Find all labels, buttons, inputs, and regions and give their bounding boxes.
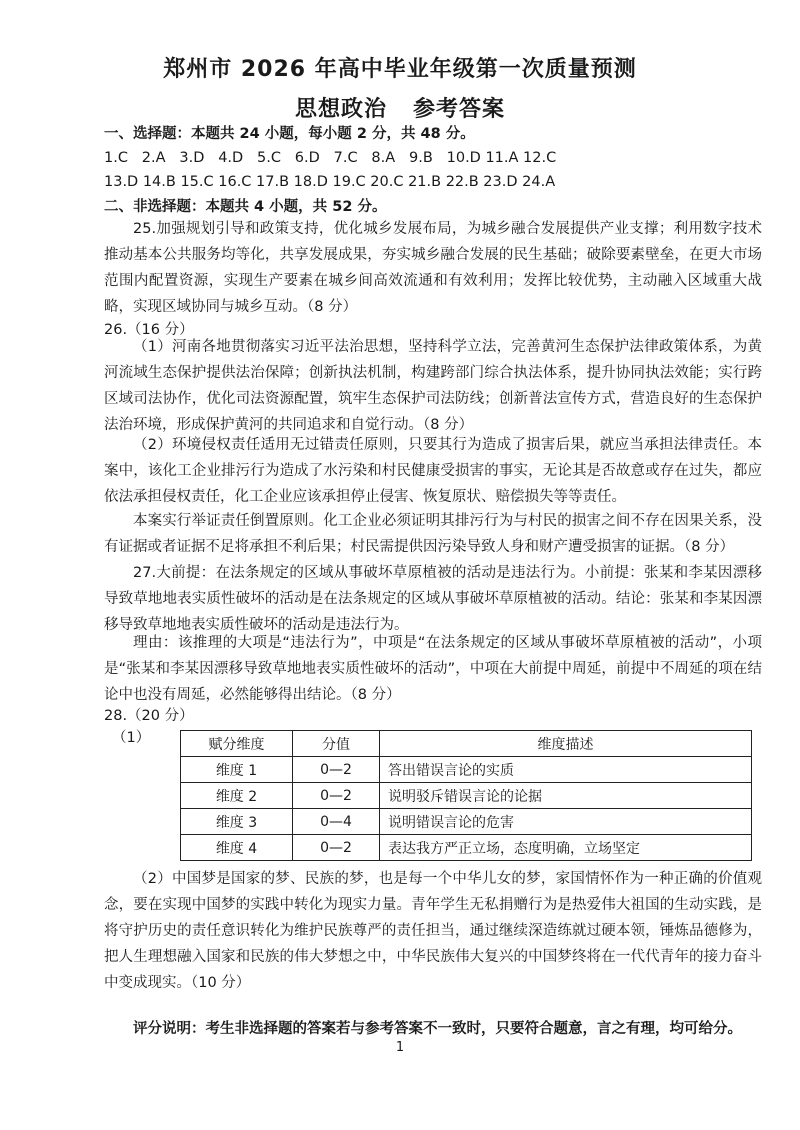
section1-heading: 一、选择题：本题共 24 小题，每小题 2 分，共 48 分。	[104, 126, 475, 142]
table-row	[181, 783, 752, 809]
section2-heading: 二、非选择题：本题共 4 小题，共 52 分。	[104, 199, 387, 215]
dimension-cell: 维度 2	[181, 783, 293, 809]
q26-part2: （2）环境侵权责任适用无过错责任原则，只要其行为造成了损害后果，就应当承担法律责任。本案中，该化工企业排污行为造成了水污染和村民健康受损害的事实，无论其是否故意或存在过失，都应依法承担侵权责任，化工企业应该承担停止侵害、恢复原状、赔偿损失等等责任。	[104, 437, 762, 505]
q27-answer: 27.大前提：在法条规定的区域从事破坏草原植被的活动是违法行为。小前提：张某和李某因漂移导致草地地表实质性破坏的活动是在法条规定的区域从事破坏草原植被的活动。结论：张某和李某因漂移导致草地地表实质性破坏的活动是违法行为。	[104, 565, 762, 633]
column-header: 赋分维度	[181, 731, 293, 757]
score-cell: 0—2	[293, 783, 380, 809]
column-header: 分值	[293, 731, 380, 757]
q25-answer: 25.加强规划引导和政策支持，优化城乡发展布局，为城乡融合发展提供产业支撑；利用数字技术推动基本公共服务均等化，共享发展成果，夯实城乡融合发展的民生基础；破除要素壁垒，在更大市场范围内配置资源，实现生产要素在城乡间高效流通和有效利用；发挥比较优势，主动融入区域重大战略，实现区域协同与城乡互动。（8 分）	[104, 221, 762, 315]
q28-part2: （2）中国梦是国家的梦、民族的梦，也是每一个中华儿女的梦，家国情怀作为一种正确的价值观念，要在实现中国梦的实践中转化为现实力量。青年学生无私捐赠行为是热爱伟大祖国的生动实践，是将守护历史的责任意识转化为维护民族尊严的责任担当，通过继续深造练就过硬本领，锤炼品德修为，把人生理想融入国家和民族的伟大梦想之中，中华民族伟大复兴的中国梦终将在一代代青年的接力奋斗中变成现实。（10 分）	[104, 871, 762, 991]
score-cell: 0—2	[293, 835, 380, 861]
q28-part1-label: （1）	[112, 730, 151, 746]
q26-part3: 本案实行举证责任倒置原则。化工企业必须证明其排污行为与村民的损害之间不存在因果关系，没有证据或者证据不足将承担不利后果；村民需提供因污染导致人身和财产遭受损害的证据。（8 分）	[104, 513, 762, 555]
choice-answers-row1: 1.C 2.A 3.D 4.D 5.C 6.D 7.C 8.A 9.B 10.D 11.A 12.C	[104, 150, 557, 166]
description-cell: 表达我方严正立场，态度明确，立场坚定	[380, 835, 752, 861]
choice-answers-row2: 13.D 14.B 15.C 16.C 17.B 18.D 19.C 20.C 21.B 22.B 23.D 24.A	[104, 174, 556, 190]
score-cell: 0—2	[293, 757, 380, 783]
q27-reason: 理由：该推理的大项是“违法行为”，中项是“在法条规定的区域从事破坏草原植被的活动”，小项是“张某和李某因漂移导致草地地表实质性破坏的活动”，中项在大前提中周延，前提中不周延的项在结论中也没有周延，必然能够得出结论。（8 分）	[104, 635, 762, 703]
grading-note: 评分说明：考生非选择题的答案若与参考答案不一致时，只要符合题意，言之有理，均可给分。	[133, 1021, 742, 1037]
dimension-cell: 维度 4	[181, 835, 293, 861]
table-row	[181, 757, 752, 783]
table-header-row	[181, 731, 752, 757]
description-cell: 说明错误言论的危害	[380, 809, 752, 835]
score-cell: 0—4	[293, 809, 380, 835]
description-cell: 答出错误言论的实质	[380, 757, 752, 783]
dimension-cell: 维度 1	[181, 757, 293, 783]
column-header: 维度描述	[380, 731, 752, 757]
table-row	[181, 835, 752, 861]
page-number: 1	[395, 1040, 405, 1055]
q26-header: 26.（16 分）	[104, 322, 194, 338]
q26-part1: （1）河南各地贯彻落实习近平法治思想，坚持科学立法，完善黄河生态保护法律政策体系，为黄河流域生态保护提供法治保障；创新执法机制，构建跨部门综合执法体系，提升协同执法效能；实行跨区域司法协作，优化司法资源配置，筑牢生态保护司法防线；创新普法宣传方式，营造良好的生态保护法治环境，形成保护黄河的共同追求和自觉行动。（8 分）	[104, 339, 762, 433]
subject-title: 思想政治 参考答案	[295, 97, 505, 122]
scoring-rubric-table	[180, 730, 752, 861]
description-cell: 说明驳斥错误言论的论据	[380, 783, 752, 809]
table-row	[181, 809, 752, 835]
dimension-cell: 维度 3	[181, 809, 293, 835]
q28-header: 28.（20 分）	[104, 708, 194, 724]
exam-title: 郑州市 2026 年高中毕业年级第一次质量预测	[163, 57, 637, 82]
